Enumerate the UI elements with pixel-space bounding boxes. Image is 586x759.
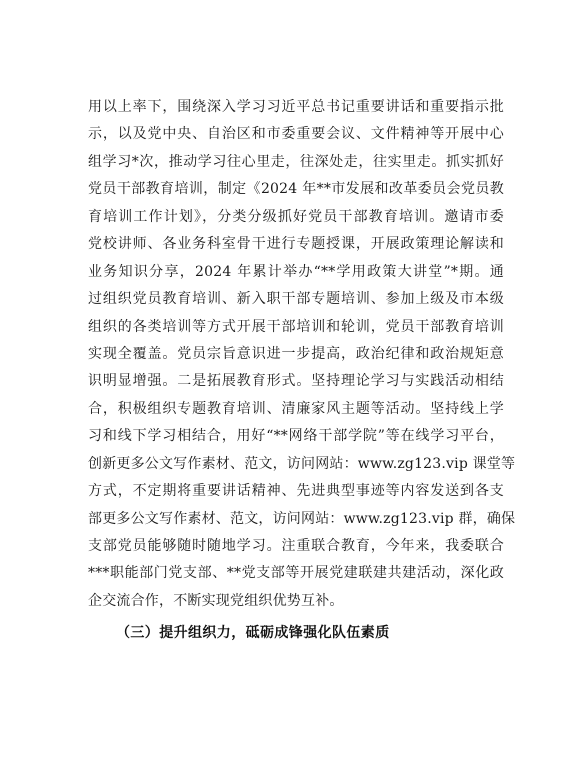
paragraph-line: ***职能部门党支部、**党支部等开展党建联建共建活动，深化政 bbox=[88, 565, 504, 582]
paragraph-line: 育培训工作计划》，分类分级抓好党员干部教育培训。邀请市委 bbox=[88, 208, 504, 225]
paragraph-line: 习和线下学习相结合，用好“**网络干部学院”等在线学习平台， bbox=[88, 428, 504, 445]
paragraph-line: 组学习*次，推动学习往心里走，往深处走，往实里走。抓实抓好 bbox=[88, 153, 504, 170]
paragraph-line: 创新更多公文写作素材、范文，访问网站：www.zg123.vip 课堂等 bbox=[88, 455, 516, 472]
paragraph-line: 方式，不定期将重要讲话精神、先进典型事迹等内容发送到各支 bbox=[88, 483, 504, 500]
paragraph-line: 组织的各类培训等方式开展干部培训和轮训，党员干部教育培训 bbox=[88, 318, 504, 335]
paragraph-line: 企交流合作，不断实现党组织优势互补。 bbox=[88, 592, 344, 609]
paragraph-line: 用以上率下，围绕深入学习习近平总书记重要讲话和重要指示批 bbox=[88, 99, 504, 115]
paragraph-line: 支部党员能够随时随地学习。注重联合教育，今年来，我委联合 bbox=[88, 538, 504, 554]
paragraph-line: 过组织党员教育培训、新入职干部专题培训、参加上级及市本级 bbox=[88, 291, 504, 308]
paragraph-line: 党校讲师、各业务科室骨干进行专题授课，开展政策理论解读和 bbox=[88, 236, 504, 253]
paragraph-line: 识明显增强。二是拓展教育形式。坚持理论学习与实践活动相结 bbox=[88, 373, 504, 390]
body-paragraph bbox=[88, 94, 516, 615]
paragraph-line: 业务知识分享，2024 年累计举办“**学用政策大讲堂”*期。通 bbox=[88, 263, 504, 280]
paragraph-line: 示，以及党中央、自治区和市委重要会议、文件精神等开展中心 bbox=[88, 126, 504, 143]
section-heading: （三）提升组织力，砥砺成锋强化队伍素质 bbox=[116, 625, 390, 641]
paragraph-line: 实现全覆盖。党员宗旨意识进一步提高，政治纪律和政治规矩意 bbox=[88, 345, 504, 362]
paragraph-line: 党员干部教育培训，制定《2024 年**市发展和改革委员会党员教 bbox=[88, 181, 504, 198]
paragraph-line: 合，积极组织专题教育培训、清廉家风主题等活动。坚持线上学 bbox=[88, 400, 504, 417]
paragraph-line: 部更多公文写作素材、范文，访问网站：www.zg123.vip 群，确保 bbox=[88, 510, 516, 527]
